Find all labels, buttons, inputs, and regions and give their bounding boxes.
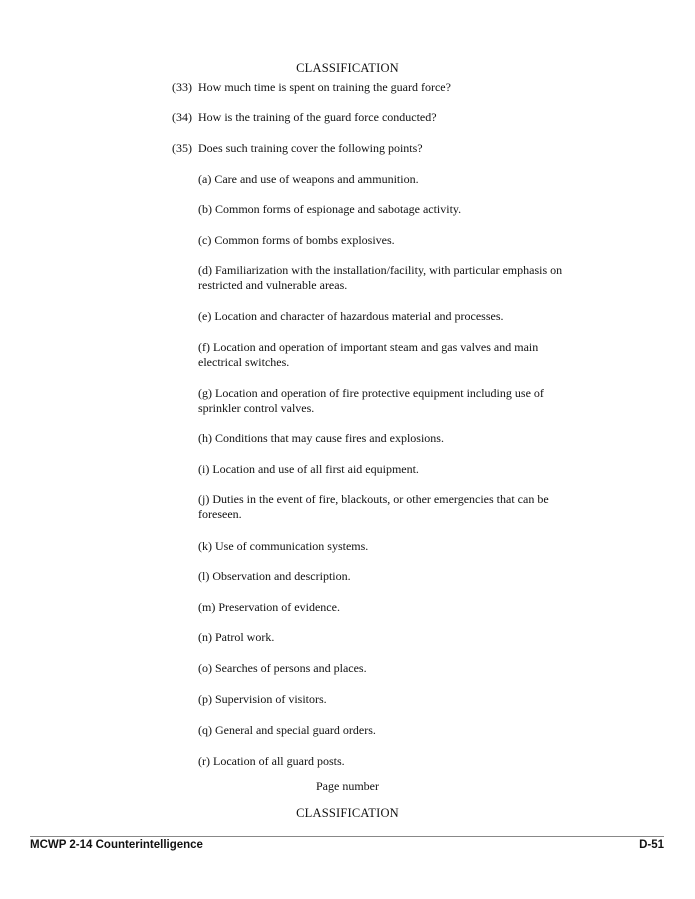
question-text: How much time is spent on training the guard force?	[198, 80, 451, 94]
question-number: (35)	[172, 141, 192, 155]
point-c: (c) Common forms of bombs explosives.	[198, 233, 395, 247]
point-h: (h) Conditions that may cause fires and explosions.	[198, 431, 444, 445]
publication-title: MCWP 2-14 Counterintelligence	[30, 839, 203, 851]
point-k: (k) Use of communication systems.	[198, 539, 369, 553]
point-e: (e) Location and character of hazardous material and processes.	[198, 309, 504, 323]
point-r: (r) Location of all guard posts.	[198, 754, 345, 768]
point-p: (p) Supervision of visitors.	[198, 692, 327, 706]
point-f: (f) Location and operation of important steam and gas valves and main electrical switches.	[198, 340, 539, 369]
classification-footer: CLASSIFICATION	[296, 806, 399, 820]
point-b: (b) Common forms of espionage and sabotage activity.	[198, 202, 462, 216]
classification-header: CLASSIFICATION	[296, 61, 399, 75]
question-number: (33)	[172, 80, 192, 94]
point-o: (o) Searches of persons and places.	[198, 661, 367, 675]
question-34	[172, 110, 437, 125]
point-l: (l) Observation and description.	[198, 569, 351, 583]
question-35	[172, 141, 423, 156]
point-g: (g) Location and operation of fire protective equipment including use of sprinkler control valves.	[198, 386, 544, 415]
point-n: (n) Patrol work.	[198, 630, 275, 644]
point-q: (q) General and special guard orders.	[198, 723, 376, 737]
page-id: D-51	[639, 839, 664, 851]
point-a: (a) Care and use of weapons and ammunition.	[198, 172, 419, 186]
question-number: (34)	[172, 110, 192, 124]
point-d: (d) Familiarization with the installation/facility, with particular emphasis on restricted and vulnerable areas.	[198, 263, 563, 292]
question-33	[172, 80, 451, 95]
point-m: (m) Preservation of evidence.	[198, 600, 340, 614]
page-number-label: Page number	[316, 779, 379, 793]
point-j: (j) Duties in the event of fire, blackouts, or other emergencies that can be foreseen.	[198, 492, 549, 521]
question-text: How is the training of the guard force conducted?	[198, 110, 437, 124]
question-text: Does such training cover the following points?	[198, 141, 423, 155]
point-i: (i) Location and use of all first aid equipment.	[198, 462, 419, 476]
footer-divider	[30, 836, 664, 837]
